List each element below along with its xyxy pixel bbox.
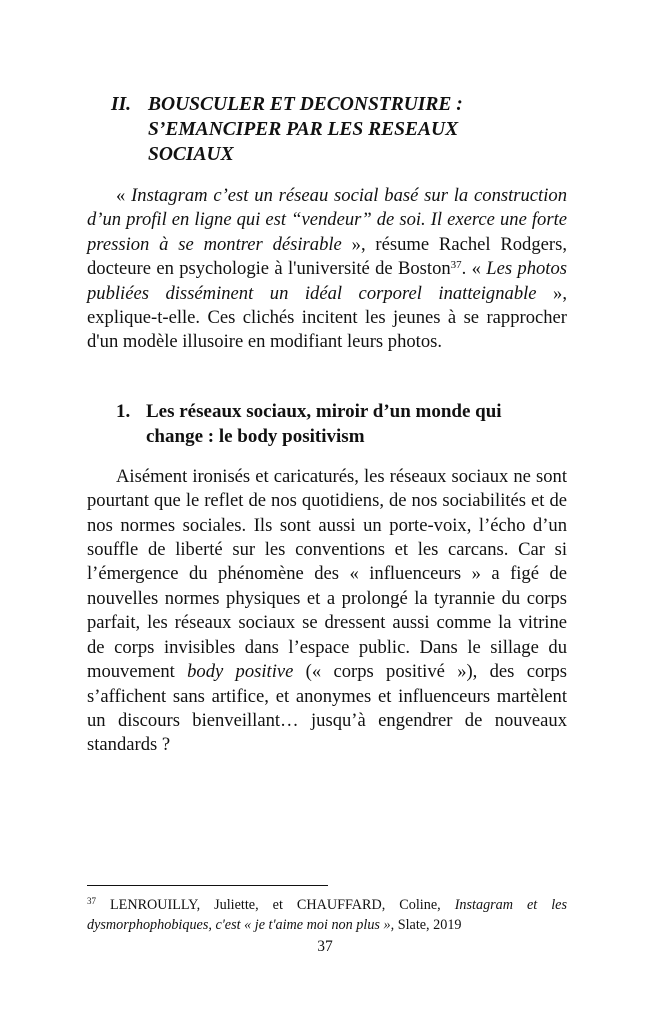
- section-heading: [87, 92, 567, 167]
- intro-text: . «: [461, 258, 481, 280]
- section-title: [148, 92, 567, 167]
- footnote-title: Instagram et les dysmorphophobiques, c'est « je t'aime moi non plus »,: [87, 897, 568, 933]
- body-positive-term: body positive: [187, 661, 294, 683]
- open-quote: «: [116, 185, 126, 206]
- section-title-line: SOCIAUX: [148, 144, 234, 165]
- intro-text: », résume Rachel Rodgers, docteure en psychologie à l'université de Boston: [87, 233, 567, 280]
- subsection-title: [146, 399, 567, 449]
- footnote-ref[interactable]: 37: [450, 259, 462, 272]
- footnote-divider: [87, 885, 328, 886]
- footnote-number: 37: [87, 896, 96, 906]
- page-number: 37: [317, 938, 333, 955]
- intro-text: », explique-t-elle. Ces clichés incitent les jeunes à se rapprocher d'un modèle illusoire en modifiant leurs photos.: [87, 282, 567, 353]
- footnote-source: Slate, 2019: [397, 916, 462, 933]
- body-text: Aisément ironisés et caricaturés, les réseaux sociaux ne sont pourtant que le reflet de nos quotidiens, de nos sociabilités et de nos normes sociales. Ils sont aussi un porte-voix, l’écho d’un souffle de liberté sur les conventions et les carcans. Car si l’émergence du phénomène des « influenceurs » a figé de nouvelles normes physiques et a prolongé la tyrannie du corps parfait, les réseaux sociaux se dressent aussi comme la vitrine de corps invisibles dans l’espace public. Dans le sillage du mouvement: [87, 465, 567, 683]
- section-title-line: S’EMANCIPER PAR LES RESEAUX: [148, 119, 459, 140]
- section-number: II.: [111, 94, 132, 115]
- section-title-line: BOUSCULER ET DECONSTRUIRE :: [148, 94, 463, 115]
- subsection-title-line: change : le body positivism: [146, 425, 365, 447]
- body-text: (« corps positivé »), des corps s’affichent sans artifice, et anonymes et influenceurs martèlent un discours bienveillant… jusqu’à engendrer de nouveaux standards ?: [87, 661, 567, 756]
- intro-paragraph: [87, 184, 567, 355]
- footnote: [87, 896, 567, 935]
- footnote-authors: LENROUILLY, Juliette, et CHAUFFARD, Coline,: [110, 897, 441, 913]
- subsection-title-line: Les réseaux sociaux, miroir d’un monde qui: [146, 400, 502, 422]
- page-content: [87, 92, 567, 758]
- photos-quote: Les photos publiées disséminent un idéal corporel inatteignable: [87, 258, 568, 304]
- body-paragraph: [87, 465, 567, 758]
- subsection-number: 1.: [116, 400, 131, 422]
- subsection-heading: [87, 399, 567, 449]
- instagram-quote: Instagram c’est un réseau social basé sur la construction d’un profil en ligne qui est “vendeur” de soi. Il exerce une forte pression à se montrer désirable: [87, 185, 567, 255]
